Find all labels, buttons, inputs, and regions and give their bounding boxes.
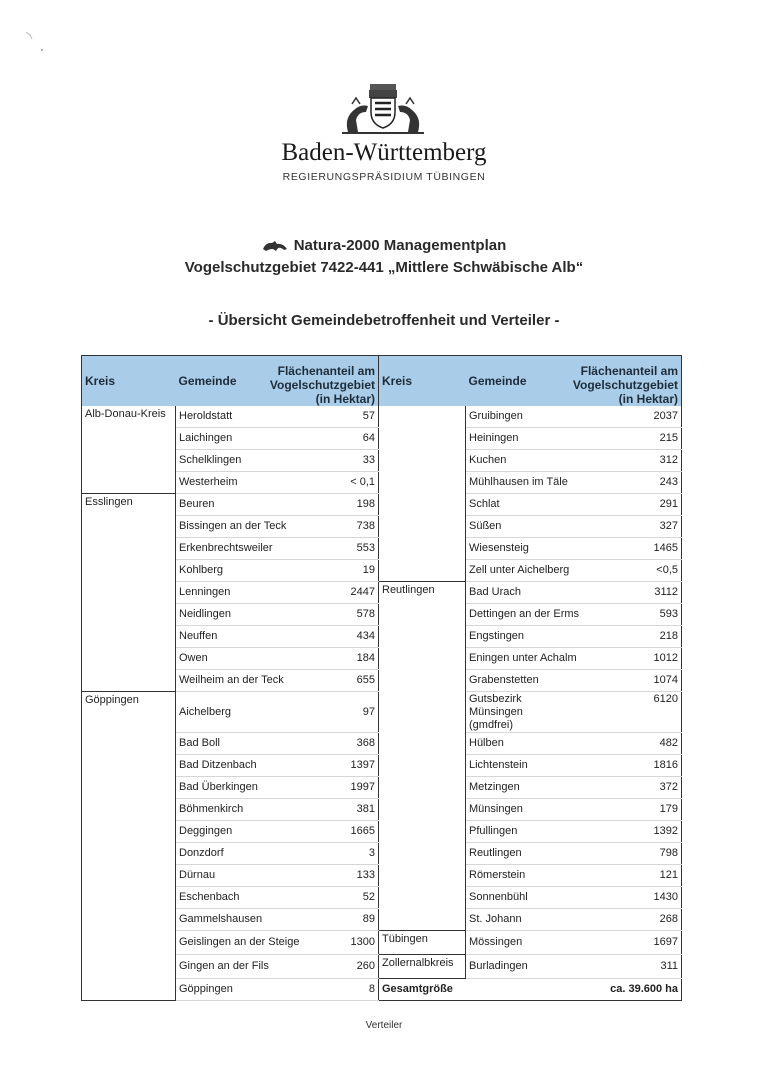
flaeche-cell: 372 <box>564 776 682 798</box>
flaeche-cell: 1392 <box>564 820 682 842</box>
gemeinde-cell: Mühlhausen im Täle <box>466 471 564 493</box>
flaeche-cell: < 0,1 <box>257 471 379 493</box>
coat-of-arms-icon <box>338 84 428 136</box>
gemeinde-cell: Kuchen <box>466 449 564 471</box>
flaeche-cell: 368 <box>257 732 379 754</box>
gemeinde-cell: Owen <box>176 647 257 669</box>
agency-name: REGIERUNGSPRÄSIDIUM TÜBINGEN <box>282 171 486 183</box>
flaeche-cell: 260 <box>257 954 379 978</box>
kreis-cell <box>379 406 466 582</box>
flaeche-cell: 97 <box>257 691 379 732</box>
gemeinde-cell: Burladingen <box>466 954 564 978</box>
gemeinde-cell: St. Johann <box>466 908 564 930</box>
document-title <box>0 235 768 279</box>
flaeche-cell: 1430 <box>564 886 682 908</box>
flaeche-cell: 434 <box>257 625 379 647</box>
kreis-cell: Tübingen <box>379 930 466 954</box>
state-name: Baden-Württemberg <box>281 139 487 166</box>
gemeinde-cell: Bad Boll <box>176 732 257 754</box>
flaeche-cell: 64 <box>257 427 379 449</box>
gemeinde-cell: Bad Überkingen <box>176 776 257 798</box>
flaeche-cell: 311 <box>564 954 682 978</box>
flaeche-cell: 553 <box>257 537 379 559</box>
gemeinde-cell: Lenningen <box>176 581 257 603</box>
gemeinde-cell: Kohlberg <box>176 559 257 581</box>
footer-label: Verteiler <box>365 1020 403 1031</box>
flaeche-cell: 268 <box>564 908 682 930</box>
gemeinde-cell: Römerstein <box>466 864 564 886</box>
gemeinde-cell: Westerheim <box>176 471 257 493</box>
flaeche-cell: 2447 <box>257 581 379 603</box>
flaeche-cell: 381 <box>257 798 379 820</box>
gemeinde-cell: Böhmenkirch <box>176 798 257 820</box>
kreis-cell: Esslingen <box>82 493 176 691</box>
gemeinde-cell: Lichtenstein <box>466 754 564 776</box>
gemeinde-cell: Schelklingen <box>176 449 257 471</box>
gemeinde-cell: Eschenbach <box>176 886 257 908</box>
flaeche-cell: 482 <box>564 732 682 754</box>
gemeinde-cell: Mössingen <box>466 930 564 954</box>
gemeinde-cell: Metzingen <box>466 776 564 798</box>
gemeinde-cell: Beuren <box>176 493 257 515</box>
gemeinde-cell: Heroldstatt <box>176 406 257 428</box>
table-body <box>82 406 682 1001</box>
gemeinde-cell: Erkenbrechtsweiler <box>176 537 257 559</box>
gemeinde-cell: Neuffen <box>176 625 257 647</box>
gemeinde-cell: Grabenstetten <box>466 669 564 691</box>
flaeche-cell: 578 <box>257 603 379 625</box>
flaeche-cell: 1697 <box>564 930 682 954</box>
header-flaeche-right: Flächenanteil am Vogelschutzgebiet (in Hektar) <box>564 356 682 406</box>
header-kreis-left: Kreis <box>82 356 176 406</box>
gemeinde-cell: Münsingen <box>466 798 564 820</box>
flaeche-cell: 184 <box>257 647 379 669</box>
gemeinde-cell: Geislingen an der Steige <box>176 930 257 954</box>
gemeinde-cell: Laichingen <box>176 427 257 449</box>
gemeinde-cell: Dürnau <box>176 864 257 886</box>
gemeinde-cell: Pfullingen <box>466 820 564 842</box>
header-kreis-right: Kreis <box>379 356 466 406</box>
flaeche-cell: 198 <box>257 493 379 515</box>
flaeche-cell: 179 <box>564 798 682 820</box>
gemeinde-cell: Deggingen <box>176 820 257 842</box>
gemeinde-cell: Göppingen <box>176 978 257 1000</box>
table-row <box>82 406 682 428</box>
flaeche-cell: 6120 <box>564 691 682 732</box>
gemeinde-cell: Dettingen an der Erms <box>466 603 564 625</box>
kreis-cell: Alb-Donau-Kreis <box>82 406 176 494</box>
total-value: ca. 39.600 ha <box>564 978 682 1000</box>
flaeche-cell: 2037 <box>564 406 682 428</box>
gemeinde-cell: Zell unter Aichelberg <box>466 559 564 581</box>
flaeche-cell: 3 <box>257 842 379 864</box>
flaeche-cell: 312 <box>564 449 682 471</box>
gemeinde-cell: Eningen unter Achalm <box>466 647 564 669</box>
flaeche-cell: <0,5 <box>564 559 682 581</box>
flaeche-cell: 1012 <box>564 647 682 669</box>
gemeinde-cell: Weilheim an der Teck <box>176 669 257 691</box>
flaeche-cell: 121 <box>564 864 682 886</box>
document-subtitle: - Übersicht Gemeindebetroffenheit und Verteiler - <box>208 312 560 329</box>
title-line-2: Vogelschutzgebiet 7422-441 „Mittlere Schwäbische Alb“ <box>184 259 584 276</box>
total-label: Gesamtgröße <box>379 978 564 1000</box>
gemeinde-cell: Gruibingen <box>466 406 564 428</box>
gemeinde-cell: Hülben <box>466 732 564 754</box>
kreis-cell: Göppingen <box>82 691 176 1000</box>
flaeche-cell: 1397 <box>257 754 379 776</box>
gemeinde-cell: Bad Ditzenbach <box>176 754 257 776</box>
flaeche-cell: 133 <box>257 864 379 886</box>
flaeche-cell: 738 <box>257 515 379 537</box>
gemeinde-cell: Bissingen an der Teck <box>176 515 257 537</box>
flaeche-cell: 1300 <box>257 930 379 954</box>
flaeche-cell: 291 <box>564 493 682 515</box>
flaeche-cell: 327 <box>564 515 682 537</box>
header-gemeinde-right: Gemeinde <box>466 356 564 406</box>
gemeinde-cell: Donzdorf <box>176 842 257 864</box>
gemeinde-cell: Engstingen <box>466 625 564 647</box>
gemeinde-cell: Schlat <box>466 493 564 515</box>
gemeinde-cell: Sonnenbühl <box>466 886 564 908</box>
flaeche-cell: 215 <box>564 427 682 449</box>
gemeinde-cell: Wiesensteig <box>466 537 564 559</box>
flaeche-cell: 243 <box>564 471 682 493</box>
kreis-cell: Zollernalbkreis <box>379 954 466 978</box>
municipality-table-wrapper <box>81 355 681 995</box>
flaeche-cell: 798 <box>564 842 682 864</box>
flaeche-cell: 593 <box>564 603 682 625</box>
kreis-cell: Reutlingen <box>379 581 466 930</box>
municipality-table <box>81 355 682 1001</box>
title-line-1: Natura-2000 Managementplan <box>293 237 507 254</box>
gemeinde-cell: Heiningen <box>466 427 564 449</box>
flaeche-cell: 33 <box>257 449 379 471</box>
header-gemeinde-left: Gemeinde <box>176 356 257 406</box>
gemeinde-cell: Bad Urach <box>466 581 564 603</box>
flaeche-cell: 1074 <box>564 669 682 691</box>
gemeinde-cell: Neidlingen <box>176 603 257 625</box>
gemeinde-cell: Gingen an der Fils <box>176 954 257 978</box>
flaeche-cell: 89 <box>257 908 379 930</box>
flaeche-cell: 655 <box>257 669 379 691</box>
gemeinde-cell: Süßen <box>466 515 564 537</box>
gemeinde-cell: Aichelberg <box>176 691 257 732</box>
flaeche-cell: 3112 <box>564 581 682 603</box>
flaeche-cell: 8 <box>257 978 379 1000</box>
flaeche-cell: 1665 <box>257 820 379 842</box>
flaeche-cell: 1997 <box>257 776 379 798</box>
gemeinde-cell: Reutlingen <box>466 842 564 864</box>
gemeinde-cell: Gutsbezirk Münsingen (gmdfrei) <box>466 691 564 732</box>
gemeinde-cell: Gammelshausen <box>176 908 257 930</box>
flaeche-cell: 218 <box>564 625 682 647</box>
natura-lion-icon <box>262 240 288 252</box>
flaeche-cell: 52 <box>257 886 379 908</box>
flaeche-cell: 1465 <box>564 537 682 559</box>
flaeche-cell: 1816 <box>564 754 682 776</box>
flaeche-cell: 19 <box>257 559 379 581</box>
scan-speck <box>24 30 48 54</box>
header-flaeche-left: Flächenanteil am Vogelschutzgebiet (in Hektar) <box>257 356 379 406</box>
flaeche-cell: 57 <box>257 406 379 428</box>
